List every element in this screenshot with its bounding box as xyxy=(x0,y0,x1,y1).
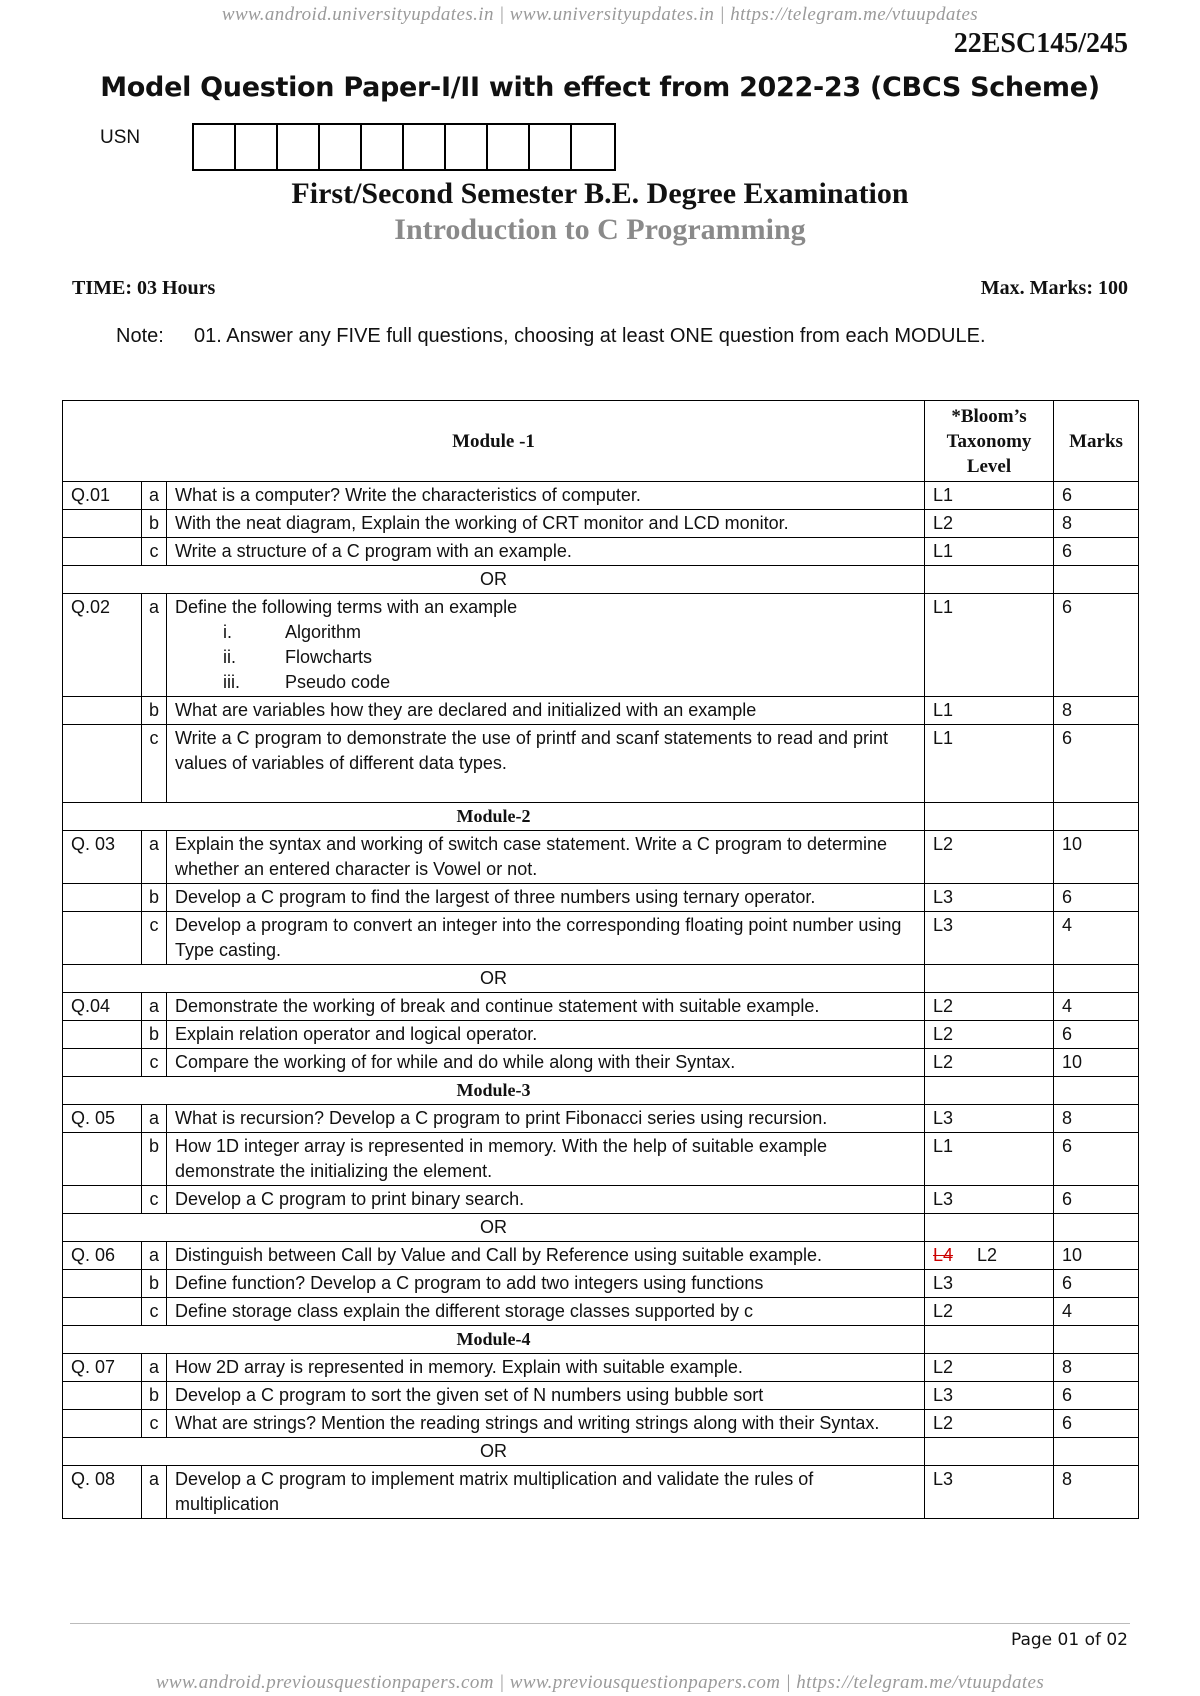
usn-box xyxy=(278,125,320,169)
question-number xyxy=(63,884,142,912)
question-row xyxy=(63,510,1139,538)
sub-question-letter: a xyxy=(142,831,167,884)
question-row xyxy=(63,1354,1139,1382)
sub-question-letter: a xyxy=(142,1105,167,1133)
page-number: Page 01 of 02 xyxy=(1010,1630,1128,1650)
question-row xyxy=(63,697,1139,725)
blooms-cell xyxy=(925,1438,1054,1466)
question-table xyxy=(62,400,1139,1519)
blooms-level xyxy=(925,884,1054,912)
marks-cell xyxy=(1054,1214,1139,1242)
marks-value: 6 xyxy=(1054,538,1139,566)
question-text xyxy=(167,1466,925,1519)
question-text-line: What is recursion? Develop a C program to print Fibonacci series using recursion. xyxy=(175,1108,828,1128)
usn-box xyxy=(488,125,530,169)
marks-cell xyxy=(1054,803,1139,831)
module-heading: Module -1 xyxy=(63,401,925,482)
sub-question-letter: c xyxy=(142,1186,167,1214)
blooms-level xyxy=(925,1105,1054,1133)
question-text-line: How 2D array is represented in memory. Explain with suitable example. xyxy=(175,1357,743,1377)
marks-value: 6 xyxy=(1054,1186,1139,1214)
question-number xyxy=(63,912,142,965)
term-list-item xyxy=(175,670,916,695)
question-number xyxy=(63,1049,142,1077)
note-text: 01. Answer any FIVE full questions, choosing at least ONE question from each MODULE. xyxy=(194,325,986,347)
question-row xyxy=(63,538,1139,566)
question-text xyxy=(167,725,925,803)
blooms-level xyxy=(925,831,1054,884)
bottom-watermark: www.android.previousquestionpapers.com | www.previousquestionpapers.com | https://telegram.me/vtuupdates xyxy=(155,1672,1045,1693)
question-text xyxy=(167,538,925,566)
question-row xyxy=(63,1049,1139,1077)
question-text xyxy=(167,1354,925,1382)
sub-question-letter: b xyxy=(142,697,167,725)
footer-divider xyxy=(70,1623,1130,1624)
usn-box xyxy=(572,125,614,169)
exam-time: TIME: 03 Hours xyxy=(72,277,216,299)
usn-box xyxy=(194,125,236,169)
sub-question-letter: b xyxy=(142,1133,167,1186)
level-value: L3 xyxy=(933,1189,954,1209)
marks-value: 6 xyxy=(1054,725,1139,803)
marks-cell xyxy=(1054,965,1139,993)
blank-line xyxy=(175,776,916,801)
question-text xyxy=(167,1105,925,1133)
term-list-item xyxy=(175,620,916,645)
exam-title: First/Second Semester B.E. Degree Examination xyxy=(291,177,909,210)
blooms-level xyxy=(925,1242,1054,1270)
question-text-line: With the neat diagram, Explain the working of CRT monitor and LCD monitor. xyxy=(175,513,789,533)
blooms-level xyxy=(925,1133,1054,1186)
question-number xyxy=(63,1270,142,1298)
usn-box xyxy=(530,125,572,169)
blooms-level xyxy=(925,1021,1054,1049)
sub-question-letter: a xyxy=(142,1466,167,1519)
level-value: L1 xyxy=(933,597,954,617)
level-value: L2 xyxy=(933,513,954,533)
usn-box xyxy=(236,125,278,169)
blooms-level xyxy=(925,1270,1054,1298)
question-row xyxy=(63,1186,1139,1214)
marks-value: 6 xyxy=(1054,884,1139,912)
term-list-item xyxy=(175,645,916,670)
module-label: Module-3 xyxy=(63,1077,925,1105)
question-text xyxy=(167,884,925,912)
blooms-level xyxy=(925,725,1054,803)
module-label: Module-4 xyxy=(63,1326,925,1354)
blooms-level xyxy=(925,697,1054,725)
sub-question-letter: b xyxy=(142,1021,167,1049)
marks-value: 6 xyxy=(1054,1270,1139,1298)
question-number xyxy=(63,1186,142,1214)
blooms-level xyxy=(925,1354,1054,1382)
marks-value: 8 xyxy=(1054,1466,1139,1519)
level-value: L2 xyxy=(933,1357,954,1377)
question-row xyxy=(63,1105,1139,1133)
question-row xyxy=(63,884,1139,912)
blooms-cell xyxy=(925,1077,1054,1105)
blooms-level xyxy=(925,594,1054,697)
note xyxy=(116,325,986,348)
term-number: iii. xyxy=(223,672,240,692)
question-text-line: Explain relation operator and logical operator. xyxy=(175,1024,538,1044)
or-label: OR xyxy=(63,566,925,594)
top-watermark: www.android.universityupdates.in | www.universityupdates.in | https://telegram.me/vtuupdates xyxy=(221,4,979,25)
question-number: Q.01 xyxy=(63,482,142,510)
sub-question-letter: c xyxy=(142,1049,167,1077)
marks-value: 10 xyxy=(1054,831,1139,884)
module-label: Module-2 xyxy=(63,803,925,831)
marks-value: 8 xyxy=(1054,510,1139,538)
question-text-line: Explain the syntax and working of switch case statement. Write a C program to determine whether an entered character is Vowel or not. xyxy=(175,834,887,879)
marks-value: 8 xyxy=(1054,697,1139,725)
marks-value: 6 xyxy=(1054,1133,1139,1186)
question-text-line: Define storage class explain the different storage classes supported by c xyxy=(175,1301,753,1321)
marks-value: 10 xyxy=(1054,1049,1139,1077)
blooms-cell xyxy=(925,1326,1054,1354)
marks-value: 10 xyxy=(1054,1242,1139,1270)
level-value: L1 xyxy=(933,728,954,748)
level-value: L3 xyxy=(933,1469,954,1489)
question-number xyxy=(63,1133,142,1186)
usn-boxes xyxy=(192,123,616,171)
level-value: L1 xyxy=(933,485,954,505)
usn-box xyxy=(362,125,404,169)
sub-question-letter: a xyxy=(142,482,167,510)
marks-cell xyxy=(1054,1326,1139,1354)
question-number xyxy=(63,697,142,725)
sub-question-letter: a xyxy=(142,594,167,697)
level-value: L2 xyxy=(933,834,954,854)
marks-value: 4 xyxy=(1054,993,1139,1021)
or-separator-row xyxy=(63,1214,1139,1242)
question-row xyxy=(63,993,1139,1021)
sub-question-letter: a xyxy=(142,1242,167,1270)
question-row xyxy=(63,831,1139,884)
question-row xyxy=(63,1133,1139,1186)
question-number: Q. 07 xyxy=(63,1354,142,1382)
question-row xyxy=(63,482,1139,510)
level-value: L3 xyxy=(933,1385,954,1405)
question-number xyxy=(63,1298,142,1326)
question-text xyxy=(167,1049,925,1077)
module-heading-row xyxy=(63,1077,1139,1105)
question-text xyxy=(167,1298,925,1326)
module-heading-row xyxy=(63,1326,1139,1354)
marks-value: 6 xyxy=(1054,1021,1139,1049)
marks-value: 8 xyxy=(1054,1354,1139,1382)
question-text-line: Develop a C program to print binary search. xyxy=(175,1189,525,1209)
question-text xyxy=(167,510,925,538)
course-code: 22ESC145/245 xyxy=(953,28,1128,59)
marks-value: 4 xyxy=(1054,912,1139,965)
blooms-level xyxy=(925,1186,1054,1214)
marks-cell xyxy=(1054,1438,1139,1466)
question-row xyxy=(63,594,1139,697)
question-row xyxy=(63,725,1139,803)
or-separator-row xyxy=(63,965,1139,993)
note-label: Note: xyxy=(116,325,164,347)
module-heading-row xyxy=(63,803,1139,831)
question-text-line: Develop a C program to find the largest of three numbers using ternary operator. xyxy=(175,887,816,907)
marks-cell xyxy=(1054,1077,1139,1105)
blooms-level xyxy=(925,1382,1054,1410)
term-text: Pseudo code xyxy=(285,672,391,692)
question-row xyxy=(63,1410,1139,1438)
question-text-line: Write a C program to demonstrate the use of printf and scanf statements to read and print values of variables of different data types. xyxy=(175,728,889,773)
level-value: L2 xyxy=(977,1245,998,1265)
usn-box xyxy=(404,125,446,169)
blooms-level xyxy=(925,912,1054,965)
question-text xyxy=(167,594,925,697)
question-text-line: Define the following terms with an example xyxy=(175,597,518,617)
question-text-line: Write a structure of a C program with an example. xyxy=(175,541,572,561)
question-number xyxy=(63,510,142,538)
question-text xyxy=(167,1186,925,1214)
question-text-line: Define function? Develop a C program to add two integers using functions xyxy=(175,1273,764,1293)
question-number: Q.02 xyxy=(63,594,142,697)
subject-title: Introduction to C Programming xyxy=(394,213,806,246)
term-number: i. xyxy=(223,622,232,642)
blooms-level xyxy=(925,510,1054,538)
level-value: L2 xyxy=(933,1413,954,1433)
question-text-line: What is a computer? Write the characteristics of computer. xyxy=(175,485,641,505)
level-value: L2 xyxy=(933,1052,954,1072)
question-number xyxy=(63,538,142,566)
question-text-line: What are strings? Mention the reading strings and writing strings along with their Syntax. xyxy=(175,1413,880,1433)
sub-question-letter: b xyxy=(142,1270,167,1298)
sub-question-letter: b xyxy=(142,510,167,538)
or-separator-row xyxy=(63,566,1139,594)
marks-heading: Marks xyxy=(1054,401,1139,482)
marks-value: 6 xyxy=(1054,1382,1139,1410)
question-row xyxy=(63,1466,1139,1519)
blooms-level xyxy=(925,538,1054,566)
sub-question-letter: c xyxy=(142,1298,167,1326)
sub-question-letter: c xyxy=(142,1410,167,1438)
question-text-line: Demonstrate the working of break and continue statement with suitable example. xyxy=(175,996,820,1016)
level-value: L1 xyxy=(933,1136,954,1156)
blooms-cell xyxy=(925,803,1054,831)
question-text-line: Compare the working of for while and do while along with their Syntax. xyxy=(175,1052,736,1072)
sub-question-letter: a xyxy=(142,1354,167,1382)
struck-level: L4 xyxy=(933,1245,954,1265)
question-number xyxy=(63,1382,142,1410)
marks-cell xyxy=(1054,566,1139,594)
blooms-level xyxy=(925,482,1054,510)
or-separator-row xyxy=(63,1438,1139,1466)
question-row xyxy=(63,1298,1139,1326)
usn-box xyxy=(446,125,488,169)
question-text xyxy=(167,831,925,884)
question-text xyxy=(167,1270,925,1298)
usn-label: USN xyxy=(100,127,141,148)
marks-value: 6 xyxy=(1054,594,1139,697)
sub-question-letter: c xyxy=(142,725,167,803)
level-value: L3 xyxy=(933,1108,954,1128)
question-row xyxy=(63,912,1139,965)
sub-question-letter: b xyxy=(142,884,167,912)
question-text-line: What are variables how they are declared and initialized with an example xyxy=(175,700,757,720)
term-list xyxy=(175,620,916,695)
blooms-cell xyxy=(925,566,1054,594)
question-text xyxy=(167,1242,925,1270)
question-number: Q. 05 xyxy=(63,1105,142,1133)
question-number: Q. 06 xyxy=(63,1242,142,1270)
level-value: L3 xyxy=(933,1273,954,1293)
question-text-line: Develop a C program to implement matrix multiplication and validate the rules of multiplication xyxy=(175,1469,814,1514)
question-row xyxy=(63,1270,1139,1298)
blooms-cell xyxy=(925,965,1054,993)
question-number: Q. 08 xyxy=(63,1466,142,1519)
question-text xyxy=(167,1382,925,1410)
level-value: L2 xyxy=(933,996,954,1016)
or-label: OR xyxy=(63,1214,925,1242)
question-row xyxy=(63,1382,1139,1410)
sub-question-letter: a xyxy=(142,993,167,1021)
question-number: Q. 03 xyxy=(63,831,142,884)
blooms-heading: *Bloom’s Taxonomy Level xyxy=(925,401,1054,482)
max-marks: Max. Marks: 100 xyxy=(980,277,1128,299)
sub-question-letter: c xyxy=(142,912,167,965)
blooms-level xyxy=(925,993,1054,1021)
sub-question-letter: c xyxy=(142,538,167,566)
sub-question-letter: b xyxy=(142,1382,167,1410)
usn-box xyxy=(320,125,362,169)
level-value: L3 xyxy=(933,915,954,935)
marks-value: 6 xyxy=(1054,482,1139,510)
paper-title: Model Question Paper-I/II with effect from 2022-23 (CBCS Scheme) xyxy=(100,72,1100,103)
level-value: L1 xyxy=(933,541,954,561)
term-text: Algorithm xyxy=(285,622,362,642)
blooms-level xyxy=(925,1298,1054,1326)
blooms-cell xyxy=(925,1214,1054,1242)
question-number xyxy=(63,725,142,803)
level-value: L1 xyxy=(933,700,954,720)
level-value: L2 xyxy=(933,1024,954,1044)
question-text xyxy=(167,912,925,965)
question-text xyxy=(167,1021,925,1049)
term-text: Flowcharts xyxy=(285,647,373,667)
question-number xyxy=(63,1410,142,1438)
or-label: OR xyxy=(63,1438,925,1466)
blooms-level xyxy=(925,1410,1054,1438)
question-text xyxy=(167,993,925,1021)
question-row xyxy=(63,1021,1139,1049)
term-number: ii. xyxy=(223,647,236,667)
level-value: L2 xyxy=(933,1301,954,1321)
marks-value: 6 xyxy=(1054,1410,1139,1438)
question-text xyxy=(167,1410,925,1438)
question-text xyxy=(167,697,925,725)
marks-value: 8 xyxy=(1054,1105,1139,1133)
question-text-line: Develop a program to convert an integer into the corresponding floating point number using Type casting. xyxy=(175,915,902,960)
question-number xyxy=(63,1021,142,1049)
or-label: OR xyxy=(63,965,925,993)
blooms-level xyxy=(925,1049,1054,1077)
question-text xyxy=(167,1133,925,1186)
question-text xyxy=(167,482,925,510)
question-row xyxy=(63,1242,1139,1270)
question-text-line: Develop a C program to sort the given set of N numbers using bubble sort xyxy=(175,1385,764,1405)
table-header xyxy=(63,401,1139,482)
marks-value: 4 xyxy=(1054,1298,1139,1326)
level-value: L3 xyxy=(933,887,954,907)
question-text-line: How 1D integer array is represented in memory. With the help of suitable example demonstrate the initializing the element. xyxy=(175,1136,827,1181)
question-number: Q.04 xyxy=(63,993,142,1021)
question-text-line: Distinguish between Call by Value and Call by Reference using suitable example. xyxy=(175,1245,823,1265)
blooms-level xyxy=(925,1466,1054,1519)
